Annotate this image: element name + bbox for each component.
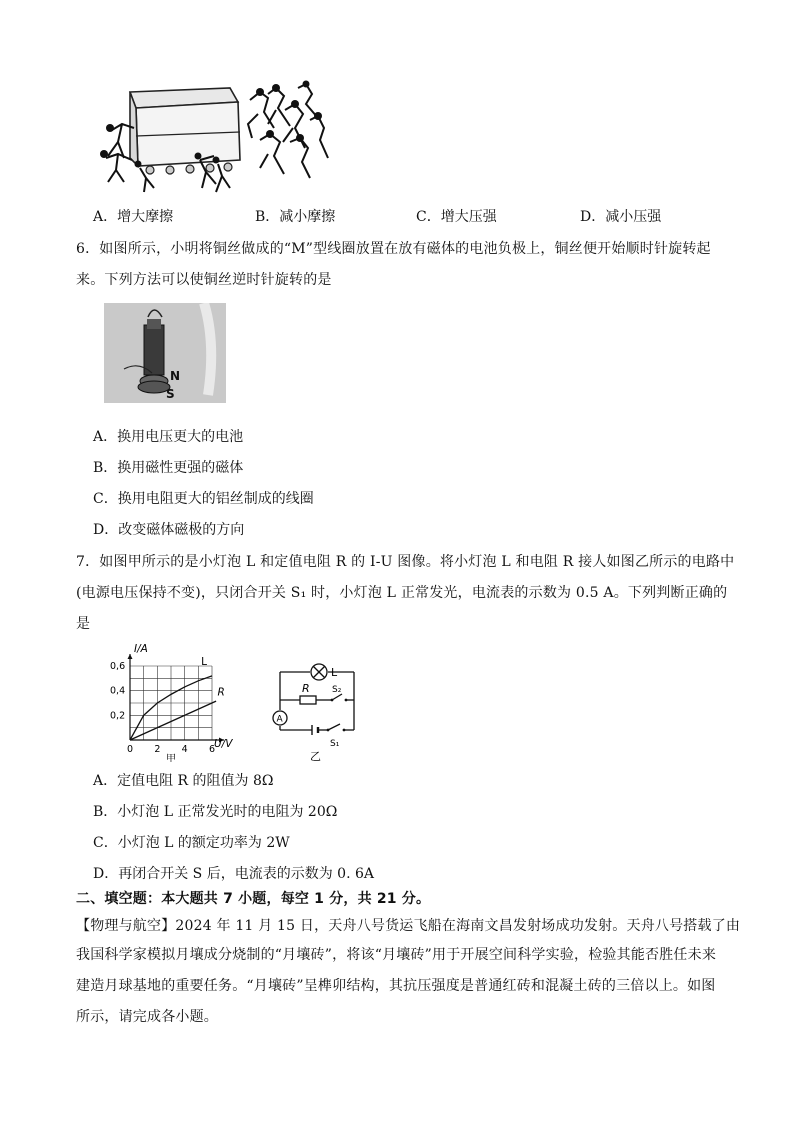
y-axis-label: I/A — [134, 643, 148, 655]
series-label-L: L — [201, 655, 207, 668]
q7-option-c: C．小灯泡 L 的额定功率为 2W — [93, 835, 290, 851]
x-tick-label: 2 — [154, 744, 161, 755]
battery-magnet-photo — [104, 303, 226, 403]
circuit-diagram — [270, 656, 370, 766]
q5-option-b: B．减小摩擦 — [255, 209, 336, 225]
x-tick-label: 6 — [209, 744, 216, 755]
y-tick-label: 0,4 — [110, 685, 126, 697]
q6-stem-line2: 来。下列方法可以使铜丝逆时针旋转的是 — [76, 272, 332, 288]
iu-chart — [108, 640, 268, 762]
x-tick-label: 4 — [181, 744, 188, 755]
q5-figure — [100, 80, 330, 198]
q7-option-d: D．再闭合开关 S 后，电流表的示数为 0. 6A — [93, 866, 374, 882]
section2-para-line2: 我国科学家模拟月壤成分烧制的“月壤砖”，将该“月壤砖”用于开展空间科学实验，检验其能否胜任未来 — [76, 947, 717, 963]
circuit-resistor-label: R — [302, 682, 310, 695]
x-tick-label: 0 — [127, 744, 134, 755]
section2-para-line4: 所示，请完成各小题。 — [76, 1009, 218, 1025]
q6-option-a: A．换用电压更大的电池 — [93, 429, 244, 445]
y-tick-label: 0,6 — [110, 661, 126, 672]
section2-heading: 二、填空题：本大题共 7 小题，每空 1 分，共 21 分。 — [76, 891, 431, 907]
y-axis-arrow — [128, 654, 133, 659]
circuit-lamp-label: L — [331, 666, 338, 679]
q7-stem-line1: 7．如图甲所示的是小灯泡 L 和定值电阻 R 的 I-U 图像。将小灯泡 L 和电阻 R 接人如图乙所示的电路中 — [76, 554, 735, 570]
block-pushing-illustration — [100, 80, 330, 198]
y-tick-label: 0,2 — [110, 710, 126, 722]
q6-option-c: C．换用电阻更大的铝丝制成的线圈 — [93, 491, 314, 507]
circuit-caption: 乙 — [310, 750, 321, 763]
magnet-s-label: S — [166, 387, 175, 401]
series-label-R: R — [217, 686, 225, 699]
iu-chart-svg — [108, 640, 268, 762]
q6-option-d: D．改变磁体磁极的方向 — [93, 522, 245, 538]
q6-stem-line1: 6．如图所示，小明将铜丝做成的“M”型线圈放置在放有磁体的电池负极上，铜丝便开始顺时针旋转起 — [76, 241, 711, 257]
q7-option-b: B．小灯泡 L 正常发光时的电阻为 20Ω — [93, 804, 338, 820]
q6-figure — [104, 303, 226, 403]
q5-option-c: C．增大压强 — [416, 209, 497, 225]
magnet-n-label: N — [170, 369, 181, 383]
series-line-R — [130, 701, 216, 740]
circuit-s1-label: S₁ — [330, 739, 340, 749]
x-axis-label: U/V — [214, 738, 233, 750]
circuit-ammeter-label: A — [276, 714, 283, 725]
section2-para-line1: 【物理与航空】2024 年 11 月 15 日，天舟八号货运飞船在海南文昌发射场成功发射。天舟八号搭载了由 — [76, 918, 741, 934]
q7-option-a: A．定值电阻 R 的阻值为 8Ω — [93, 773, 274, 789]
section2-para-line3: 建造月球基地的重要任务。“月壤砖”呈榫卯结构，其抗压强度是普通红砖和混凝土砖的三倍以上。如图 — [76, 978, 716, 994]
q7-stem-line3: 是 — [76, 616, 91, 632]
circuit-s2-label: S₂ — [332, 685, 342, 695]
q5-option-d: D．减小压强 — [580, 209, 662, 225]
q7-stem-line2: (电源电压保持不变)，只闭合开关 S₁ 时，小灯泡 L 正常发光，电流表的示数为 0.5 A。下列判断正确的 — [76, 585, 728, 601]
circuit-figure — [270, 656, 370, 766]
q5-option-a: A．增大摩擦 — [93, 209, 174, 225]
q6-option-b: B．换用磁性更强的磁体 — [93, 460, 244, 476]
chart-caption: 甲 — [166, 754, 176, 762]
